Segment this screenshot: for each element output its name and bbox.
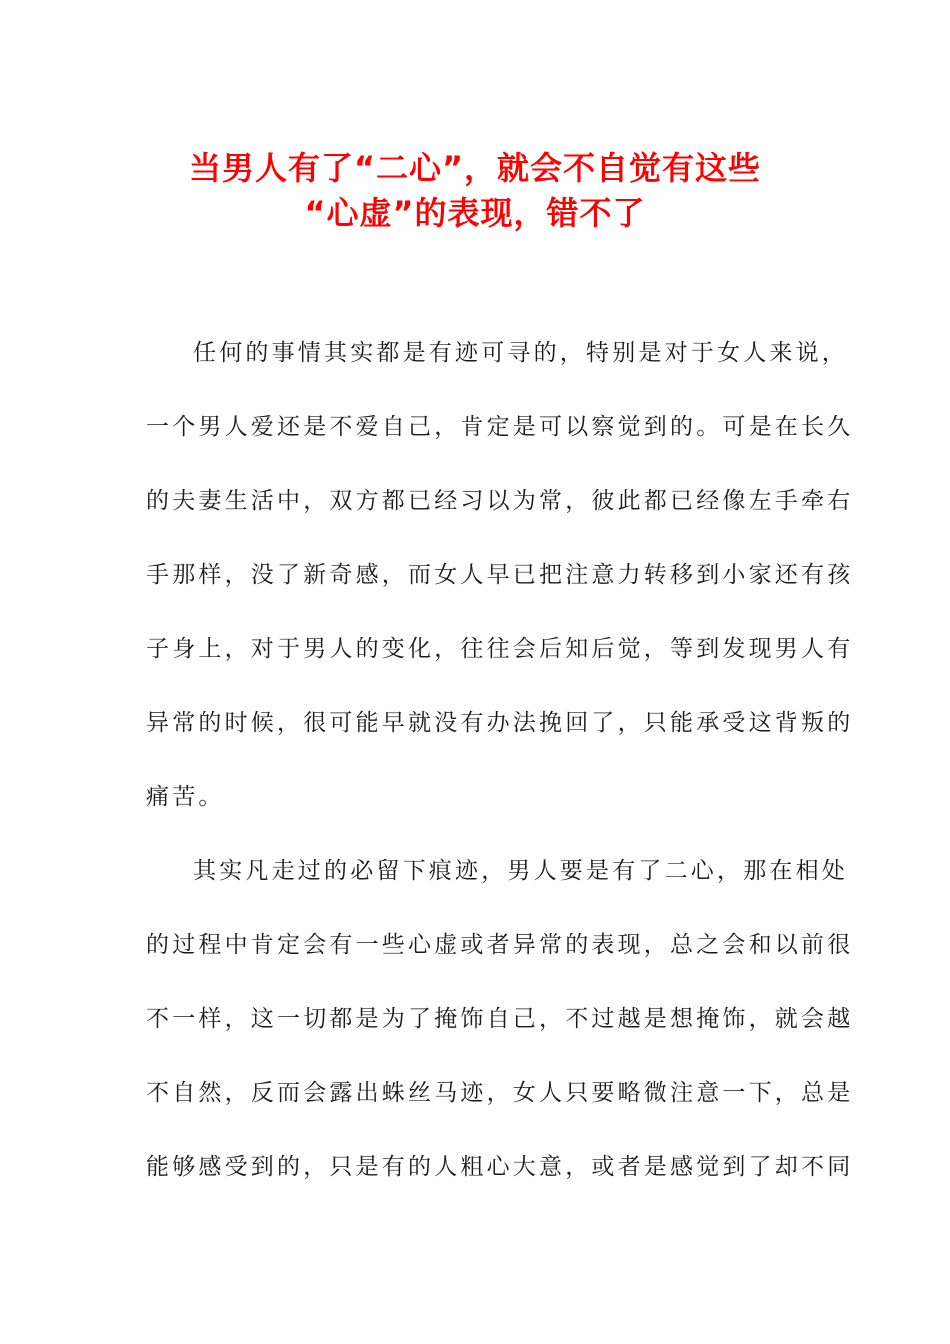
paragraph-2 [146,844,854,1214]
paragraph-line: 一个男人爱还是不爱自己，肯定是可以察觉到的。可是在长久 [146,414,854,440]
paragraph-line: 的夫妻生活中，双方都已经习以为常，彼此都已经像左手牵右 [146,488,854,514]
article-body [146,326,854,1214]
title-line-2: “心虚”的表现，错不了 [304,194,646,232]
paragraph-line: 的过程中肯定会有一些心虚或者异常的表现，总之会和以前很 [146,932,854,958]
paragraph-line: 不一样，这一切都是为了掩饰自己，不过越是想掩饰，就会越 [146,1006,854,1032]
paragraph-line: 手那样，没了新奇感，而女人早已把注意力转移到小家还有孩 [146,562,854,588]
paragraph-1 [146,326,854,844]
paragraph-line: 任何的事情其实都是有迹可寻的，特别是对于女人来说， [193,340,848,366]
paragraph-line: 不自然，反而会露出蛛丝马迹，女人只要略微注意一下，总是 [146,1080,854,1106]
paragraph-line: 其实凡走过的必留下痕迹，男人要是有了二心，那在相处 [193,858,848,884]
paragraph-line: 异常的时候，很可能早就没有办法挽回了，只能承受这背叛的 [146,710,854,736]
paragraph-line: 能够感受到的，只是有的人粗心大意，或者是感觉到了却不同 [146,1154,854,1180]
paragraph-line: 痛苦。 [146,784,225,810]
title-line-1: 当男人有了“二心”，就会不自觉有这些 [188,149,762,187]
article-title [100,146,850,236]
paragraph-line: 子身上，对于男人的变化，往往会后知后觉，等到发现男人有 [146,636,854,662]
